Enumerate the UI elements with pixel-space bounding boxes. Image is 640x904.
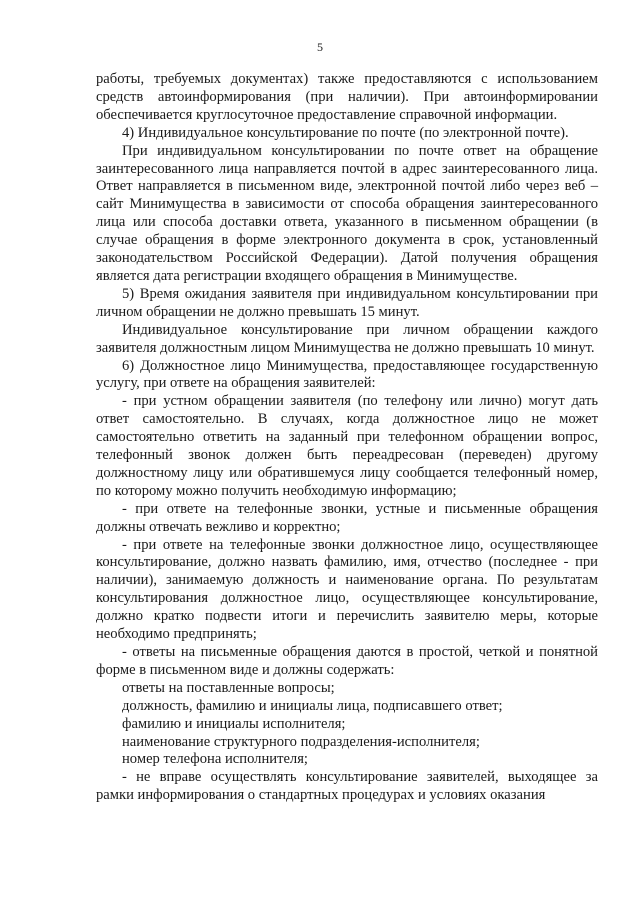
- paragraph-continuation: работы, требуемых документах) также предоставляются с использованием средств автоинформирования (при наличии). При автоинформировании обеспечивается круглосуточное предоставление справочной информации.: [96, 71, 598, 123]
- document-body: [96, 71, 598, 805]
- paragraph-item-5: 5) Время ожидания заявителя при индивидуальном консультировании при личном обращении не должно превышать 15 минут.: [96, 285, 598, 320]
- paragraph-item-6: 6) Должностное лицо Минимущества, предоставляющее государственную услугу, при ответе на обращения заявителей:: [96, 357, 598, 392]
- list-item: номер телефона исполнителя;: [122, 751, 308, 768]
- paragraph-written-answers: - ответы на письменные обращения даются в простой, четкой и понятной форме в письменном виде и должны содержать:: [96, 644, 598, 678]
- paragraph-polite-answers: - при ответе на телефонные звонки, устные и письменные обращения должны отвечать вежливо и корректно;: [96, 500, 598, 535]
- paragraph-personal-consulting: Индивидуальное консультирование при личном обращении каждого заявителя должностным лицом Минимущества не должно превышать 10 минут.: [96, 321, 598, 356]
- page-number: 5: [317, 40, 323, 54]
- list-item: фамилию и инициалы исполнителя;: [122, 715, 346, 732]
- paragraph-mail-consulting: При индивидуальном консультировании по почте ответ на обращение заинтересованного лица направляется почтой в адрес заинтересованного лица. Ответ направляется в письменном виде, электронной почтой либо через веб – сайт Минимущества в зависимости от способа обращения заинтересованного лица или способа доставки ответа, указанного в письменном обращении (в случае обращения в форме электронного документа в срок, установленный законодательством Российской Федерации). Датой получения обращения является дата регистрации входящего обращения в Минимуществе.: [96, 142, 598, 284]
- paragraph-oral-request: - при устном обращении заявителя (по телефону или лично) могут дать ответ самостоятельно. В случаях, когда должностное лицо не может самостоятельно ответить на заданный при телефонном обращении вопрос, телефонный звонок должен быть переадресован (переведен) другому должностному лицу или обратившемуся лицу сообщается телефонный номер, по которому можно получить необходимую информацию;: [96, 393, 598, 499]
- paragraph-item-4: 4) Индивидуальное консультирование по почте (по электронной почте).: [122, 124, 569, 141]
- list-item: ответы на поставленные вопросы;: [122, 679, 335, 696]
- list-item: наименование структурного подразделения-исполнителя;: [122, 733, 480, 750]
- paragraph-phone-answers: - при ответе на телефонные звонки должностное лицо, осуществляющее консультирование, должно назвать фамилию, имя, отчество (последнее - при наличии), занимаемую должность и наименование органа. По результатам консультирования должностное лицо, осуществляющее консультирование, должно кратко подвести итоги и перечислить заявителю меры, которые необходимо предпринять;: [96, 536, 598, 643]
- paragraph-closing: - не вправе осуществлять консультирование заявителей, выходящее за рамки информирования о стандартных процедурах и условиях оказания: [96, 769, 598, 804]
- list-item: должность, фамилию и инициалы лица, подписавшего ответ;: [122, 697, 503, 714]
